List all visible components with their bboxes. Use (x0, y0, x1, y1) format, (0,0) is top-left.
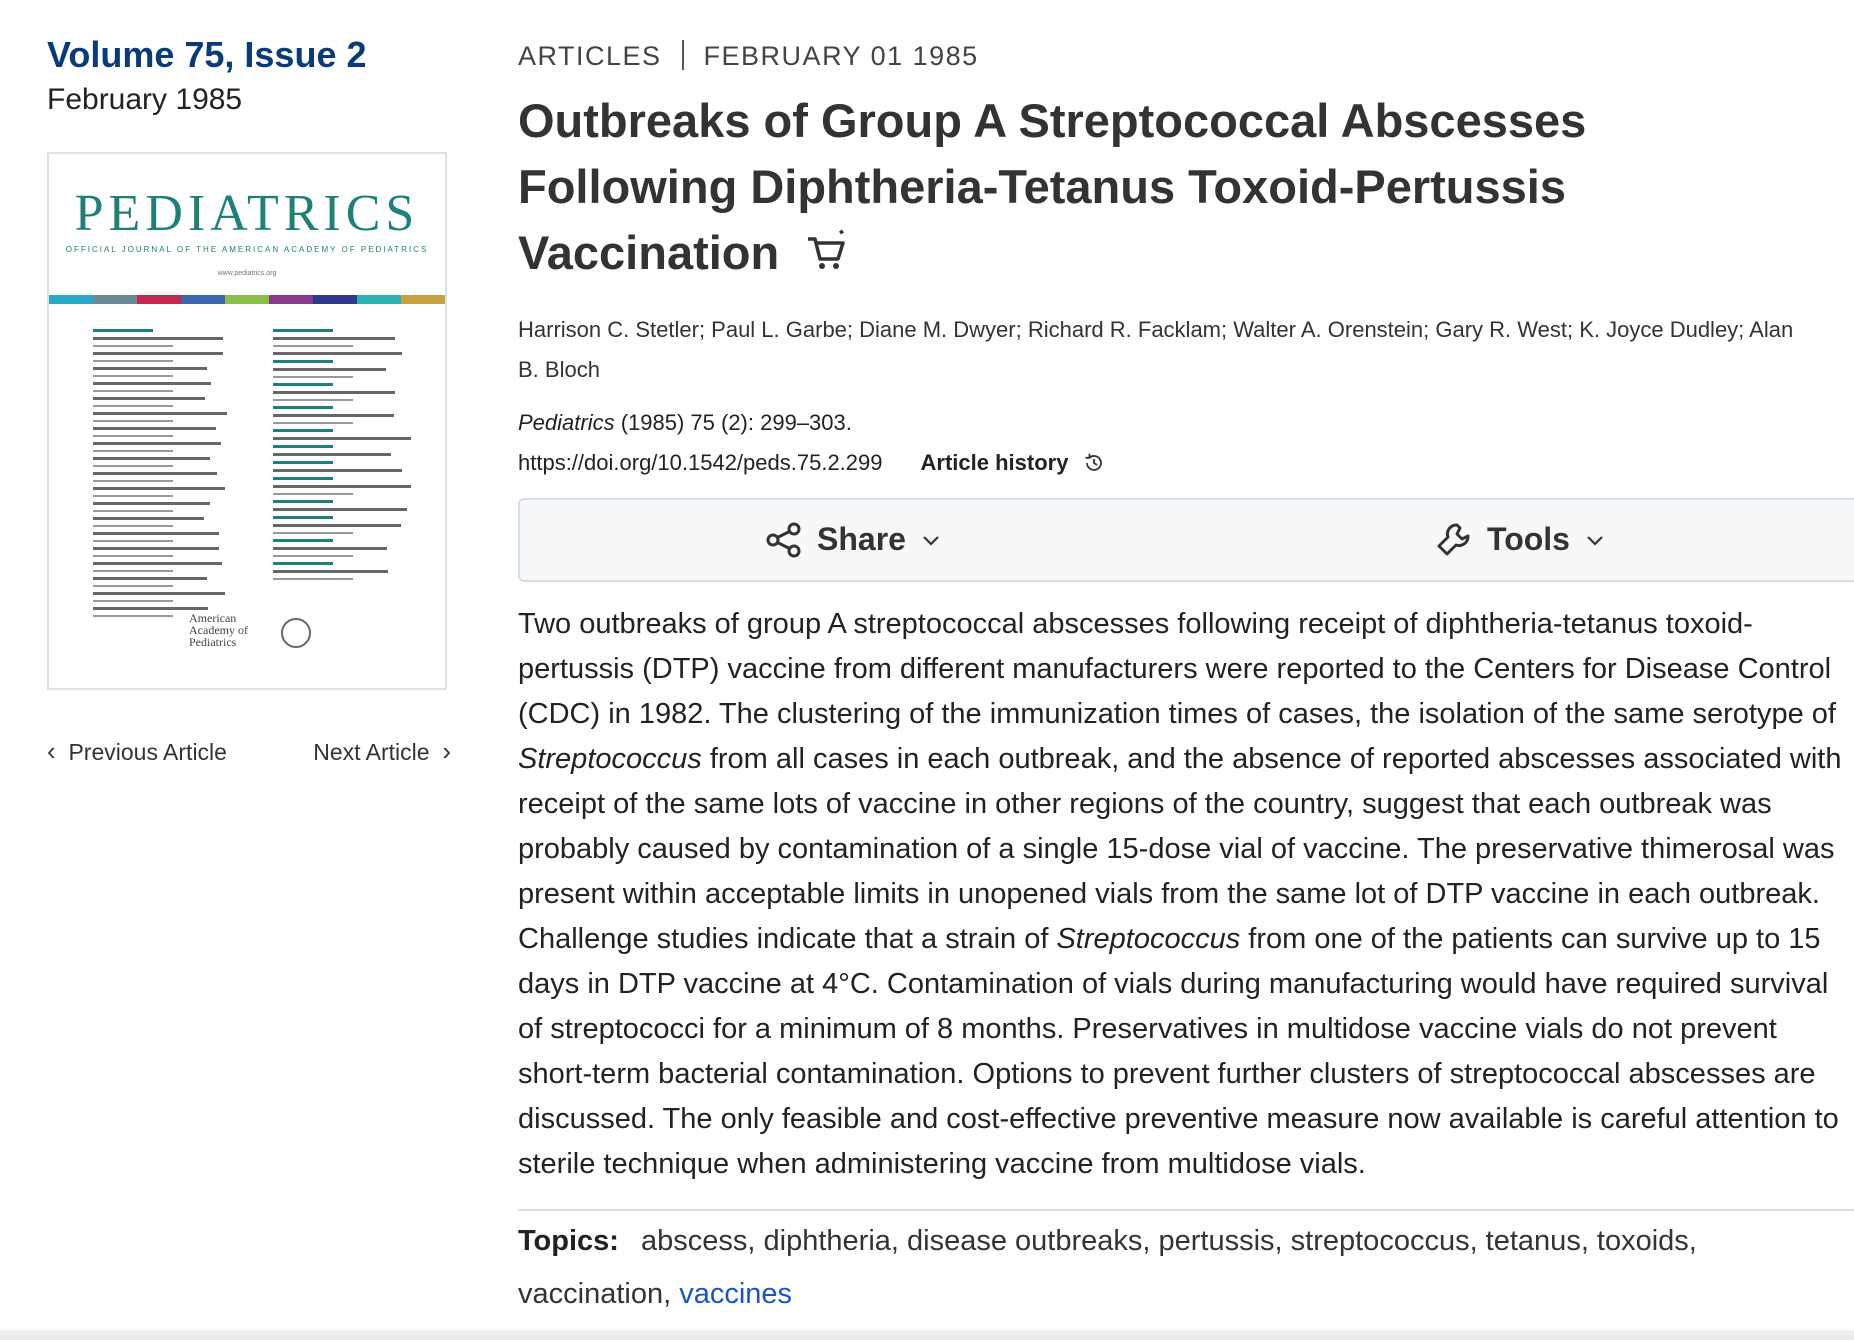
wrench-icon (1435, 521, 1473, 559)
article-date: FEBRUARY 01 1985 (703, 41, 979, 71)
previous-article-label: Previous Article (68, 739, 227, 765)
journal-cover-image[interactable] (47, 152, 447, 690)
cover-toc-line (273, 360, 333, 363)
cover-toc-line (273, 578, 353, 580)
cover-toc-line (93, 600, 173, 602)
cover-toc-line (273, 406, 333, 409)
topics-list[interactable]: abscess, diphtheria, disease outbreaks, pertussis, streptococcus, tetanus, toxoids, vaccination, (518, 1224, 1697, 1310)
cover-toc-line (93, 435, 173, 437)
cover-toc-line (93, 525, 173, 527)
cover-toc-line (93, 412, 227, 415)
cover-toc-line (273, 469, 402, 472)
stripe-segment (93, 295, 137, 304)
cover-toc-line (93, 360, 173, 362)
stripe-segment (49, 295, 93, 304)
issue-sidebar (47, 30, 451, 767)
cover-toc-line (273, 399, 353, 401)
journal-name: Pediatrics (518, 409, 615, 435)
chevron-down-icon (1584, 529, 1606, 551)
cover-toc-line (93, 487, 225, 490)
cover-toc-line (93, 465, 173, 467)
share-icon (765, 521, 803, 559)
cover-toc-line (273, 516, 333, 519)
cover-toc-line (273, 477, 333, 480)
cover-toc-line (273, 337, 395, 340)
cover-toc-line (93, 420, 173, 422)
cover-toc-line (273, 453, 391, 456)
cover-toc-line (93, 405, 173, 407)
doi-row (518, 450, 1854, 476)
cover-subtitle: OFFICIAL JOURNAL OF THE AMERICAN ACADEMY OF PEDIATRICS (65, 245, 429, 254)
cover-toc-line (93, 562, 222, 565)
cover-toc-line (93, 577, 207, 580)
cover-toc-line (93, 570, 173, 572)
citation (518, 408, 1854, 438)
issue-date: February 1985 (47, 83, 243, 116)
next-article-label: Next Article (313, 739, 430, 765)
cover-toc-line (273, 500, 333, 503)
cover-toc-line (273, 445, 333, 448)
article-meta (518, 30, 1854, 82)
share-label: Share (817, 521, 906, 558)
cover-toc-line (273, 485, 411, 488)
tools-label: Tools (1487, 521, 1570, 558)
cover-toc-line (93, 390, 173, 392)
stripe-segment (357, 295, 401, 304)
cover-toc-line (93, 585, 173, 587)
article-toolbar (518, 498, 1854, 582)
topics-label: Topics: (518, 1224, 619, 1257)
cover-toc-line (273, 329, 333, 332)
stripe-segment (313, 295, 357, 304)
abstract-segment: from one of the patients can survive up to 15 days in DTP vaccine at 4°C. Contamination of vials during manufacturing would have required survival of streptococci for a minimum of 8 months. Preservatives in multidose vaccine vials do not prevent short-term bacterial contamination. Options to prevent further clusters of streptococcal abscesses are discussed. The only feasible and cost-effective preventive measure now available is careful attention to sterile technique when administering vaccine from multidose vials. (518, 922, 1839, 1180)
citation-details: (1985) 75 (2): 299–303. (614, 409, 852, 435)
cover-toc-line (273, 368, 386, 371)
cover-toc-line (273, 383, 333, 386)
cover-toc-line (273, 376, 353, 378)
topics-section (518, 1215, 1818, 1321)
article-title-text: Outbreaks of Group A Streptococcal Abscesses Following Diphtheria-Tetanus Toxoid-Pertussis Vaccination (518, 94, 1587, 279)
cover-toc-line (273, 391, 395, 394)
cover-toc-line (273, 508, 407, 511)
abstract-italic: Streptococcus (518, 742, 702, 775)
cover-toc-line (273, 352, 402, 355)
cover-toc-line (93, 502, 210, 505)
cover-toc-line (93, 442, 221, 445)
article-navigation (47, 736, 451, 767)
stripe-segment (401, 295, 445, 304)
cover-toc-line (93, 397, 205, 400)
chevron-right-icon: › (442, 736, 451, 766)
cover-toc-line (273, 532, 353, 534)
chevron-left-icon: ‹ (47, 736, 56, 766)
abstract-segment: from all cases in each outbreak, and the absence of reported abscesses associated with receipt of the same lots of vaccine in other regions of the country, suggest that each outbreak was probably caused by contamination of a single 15-dose vial of vaccine. The preservative thimerosal was present within acceptable limits in unopened vials from the same lot of DTP vaccine in each outbreak. Challenge studies indicate that a strain of (518, 742, 1842, 955)
cover-toc-line (273, 422, 353, 424)
cover-toc-line (273, 539, 333, 542)
stripe-segment (137, 295, 181, 304)
cover-publisher: American Academy of Pediatrics (189, 611, 248, 649)
cover-color-stripe (49, 295, 445, 304)
stripe-segment (225, 295, 269, 304)
cover-toc-line (273, 437, 411, 440)
cover-toc-line (93, 329, 153, 332)
cover-toc-line (93, 495, 173, 497)
abstract-text (518, 602, 1854, 1187)
stripe-segment (181, 295, 225, 304)
history-clock-icon (1082, 451, 1106, 475)
cover-toc-line (93, 382, 211, 385)
cover-toc-line (273, 570, 388, 573)
cover-toc-line (273, 414, 394, 417)
cover-toc-line (273, 461, 333, 464)
cover-toc-line (93, 450, 173, 452)
cover-toc-line (93, 532, 219, 535)
cover-toc-line (273, 524, 401, 527)
author-list[interactable]: Harrison C. Stetler; Paul L. Garbe; Diane M. Dwyer; Richard R. Facklam; Walter A. Orenstein; Gary R. West; K. Joyce Dudley; Alan B. Bloch (518, 316, 1794, 382)
cover-toc-line (93, 517, 204, 520)
cover-toc-line (93, 540, 173, 542)
cover-toc-line (273, 555, 353, 557)
cover-website: www.pediatrics.org (217, 270, 277, 277)
cover-toc-line (93, 367, 207, 370)
cover-toc-line (93, 472, 217, 475)
stripe-segment (269, 295, 313, 304)
cart-icon[interactable] (804, 224, 848, 290)
share-button[interactable] (520, 500, 1187, 580)
cover-table-of-contents (93, 324, 423, 624)
article-title (518, 88, 1818, 290)
cover-toc-line (93, 555, 173, 557)
abstract-segment: Two outbreaks of group A streptococcal abscesses following receipt of diphtheria-tetanus toxoid-pertussis (DTP) vaccine from different manufacturers were reported to the Centers for Disease Control (CDC) in 1982. The clustering of the immunization times of cases, the isolation of the same serotype of (518, 607, 1836, 730)
article-main (518, 30, 1854, 1321)
issue-volume-link[interactable]: Volume 75, Issue 2 (47, 34, 367, 75)
cover-toc-line (93, 345, 173, 347)
article-section[interactable]: ARTICLES (518, 41, 662, 71)
cover-toc-line (93, 510, 173, 512)
abstract-italic: Streptococcus (1056, 922, 1241, 955)
chevron-down-icon (920, 529, 942, 551)
aap-seal-icon (281, 618, 311, 648)
article-history-label: Article history (920, 449, 1069, 475)
cover-toc-line (93, 427, 216, 430)
cover-toc-line (93, 352, 223, 355)
cover-toc-line (273, 493, 353, 495)
cover-toc-line (273, 547, 387, 550)
cover-toc-line (273, 429, 333, 432)
cover-toc-line (93, 615, 173, 617)
cover-journal-title: PEDIATRICS (74, 185, 420, 242)
cover-toc-line (93, 607, 208, 610)
cover-toc-line (273, 562, 333, 565)
page-bottom-edge (0, 1330, 1854, 1340)
cover-toc-line (93, 547, 219, 550)
topics-divider (518, 1209, 1854, 1211)
cover-toc-line (93, 592, 225, 595)
cover-toc-line (93, 337, 223, 340)
cover-toc-line (273, 345, 353, 347)
cover-toc-line (93, 480, 173, 482)
topic-link-vaccines[interactable]: vaccines (679, 1277, 793, 1310)
doi-link[interactable]: https://doi.org/10.1542/peds.75.2.299 (518, 449, 883, 475)
cover-toc-line (93, 375, 173, 377)
cover-toc-line (93, 457, 210, 460)
previous-article-link[interactable] (47, 736, 227, 767)
next-article-link[interactable] (313, 736, 451, 767)
tools-button[interactable] (1187, 500, 1854, 580)
meta-divider (682, 40, 684, 70)
article-history-button[interactable] (921, 450, 1107, 476)
